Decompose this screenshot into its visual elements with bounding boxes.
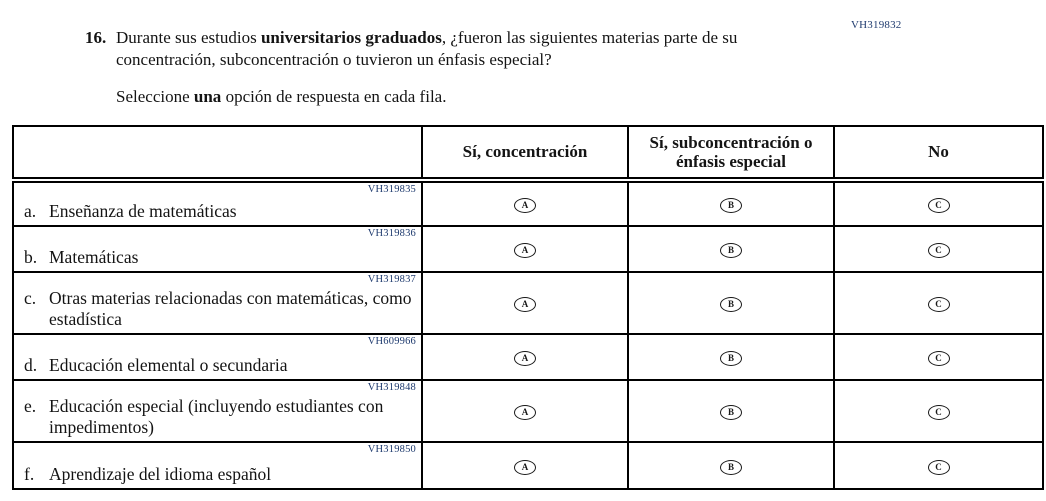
column-header-si-subconcentracion: Sí, subconcentración o énfasis especial (628, 126, 834, 180)
option-cell-a[interactable] (422, 442, 628, 489)
response-matrix-table (12, 125, 1044, 490)
option-cell-b[interactable] (628, 272, 834, 334)
option-cell-a[interactable] (422, 380, 628, 442)
row-label-cell (13, 442, 422, 489)
row-letter: c. (24, 288, 37, 308)
row-code: VH609966 (367, 336, 416, 347)
answer-bubble-a[interactable]: A (514, 460, 536, 475)
column-header-si-concentracion: Sí, concentración (422, 126, 628, 180)
question-text-bold: universitarios graduados (260, 28, 442, 47)
row-code: VH319848 (367, 382, 416, 393)
row-code: VH319850 (367, 444, 416, 455)
row-label-cell (13, 272, 422, 334)
row-label-text: Matemáticas (49, 247, 139, 267)
row-code: VH319837 (367, 274, 416, 285)
option-cell-c[interactable] (834, 272, 1043, 334)
row-label-cell (13, 380, 422, 442)
row-label-text: Educación elemental o secundaria (49, 355, 288, 375)
table-row-b (13, 226, 1043, 272)
instruction-pre: Seleccione (116, 87, 194, 106)
answer-bubble-b[interactable]: B (720, 460, 742, 475)
table-row-c (13, 272, 1043, 334)
option-cell-b[interactable] (628, 442, 834, 489)
row-letter: e. (24, 396, 37, 416)
answer-bubble-b[interactable]: B (720, 297, 742, 312)
option-cell-b[interactable] (628, 334, 834, 380)
answer-bubble-c[interactable]: C (928, 351, 950, 366)
instruction-post: opción de respuesta en cada fila. (221, 87, 447, 106)
row-label-text: Otras materias relacionadas con matemáticas, como estadística (49, 288, 412, 329)
row-label-cell (13, 334, 422, 380)
page-accession-code: VH319832 (851, 19, 902, 31)
option-cell-c[interactable] (834, 180, 1043, 226)
answer-bubble-b[interactable]: B (720, 198, 742, 213)
row-label-cell (13, 226, 422, 272)
answer-bubble-a[interactable]: A (514, 405, 536, 420)
answer-bubble-a[interactable]: A (514, 351, 536, 366)
option-cell-b[interactable] (628, 226, 834, 272)
table-row-a (13, 180, 1043, 226)
instruction-bold: una (193, 87, 222, 106)
option-cell-c[interactable] (834, 380, 1043, 442)
question-instruction (116, 86, 830, 108)
answer-bubble-b[interactable]: B (720, 243, 742, 258)
row-code: VH319836 (367, 228, 416, 239)
column-header-no: No (834, 126, 1043, 180)
row-label-text: Aprendizaje del idioma español (49, 464, 272, 484)
row-letter: a. (24, 201, 37, 221)
table-row-e (13, 380, 1043, 442)
option-cell-a[interactable] (422, 180, 628, 226)
answer-bubble-c[interactable]: C (928, 297, 950, 312)
answer-bubble-a[interactable]: A (514, 198, 536, 213)
option-cell-a[interactable] (422, 272, 628, 334)
question-text-pre: Durante sus estudios (116, 28, 261, 47)
option-cell-a[interactable] (422, 226, 628, 272)
answer-bubble-c[interactable]: C (928, 198, 950, 213)
corner-cell (13, 126, 422, 180)
question-number: 16. (85, 28, 107, 47)
answer-bubble-a[interactable]: A (514, 243, 536, 258)
row-label-text: Educación especial (incluyendo estudiantes con impedimentos) (49, 396, 384, 437)
table-row-d (13, 334, 1043, 380)
question-text-post: , ¿fueron las siguientes materias parte de su concentración, subconcentración o tuvieron un énfasis especial? (116, 28, 738, 69)
table-row-f (13, 442, 1043, 489)
answer-bubble-b[interactable]: B (720, 405, 742, 420)
option-cell-c[interactable] (834, 442, 1043, 489)
option-cell-b[interactable] (628, 180, 834, 226)
header-row (13, 126, 1043, 180)
answer-bubble-b[interactable]: B (720, 351, 742, 366)
option-cell-c[interactable] (834, 226, 1043, 272)
answer-bubble-c[interactable]: C (928, 460, 950, 475)
question-text (116, 27, 821, 71)
row-label-cell (13, 180, 422, 226)
row-letter: d. (24, 355, 38, 375)
option-cell-b[interactable] (628, 380, 834, 442)
answer-bubble-c[interactable]: C (928, 243, 950, 258)
question-block (85, 27, 830, 108)
answer-bubble-c[interactable]: C (928, 405, 950, 420)
option-cell-c[interactable] (834, 334, 1043, 380)
row-label-text: Enseñanza de matemáticas (49, 201, 237, 221)
row-letter: b. (24, 247, 38, 267)
row-code: VH319835 (367, 184, 416, 195)
row-letter: f. (24, 464, 35, 484)
answer-bubble-a[interactable]: A (514, 297, 536, 312)
option-cell-a[interactable] (422, 334, 628, 380)
